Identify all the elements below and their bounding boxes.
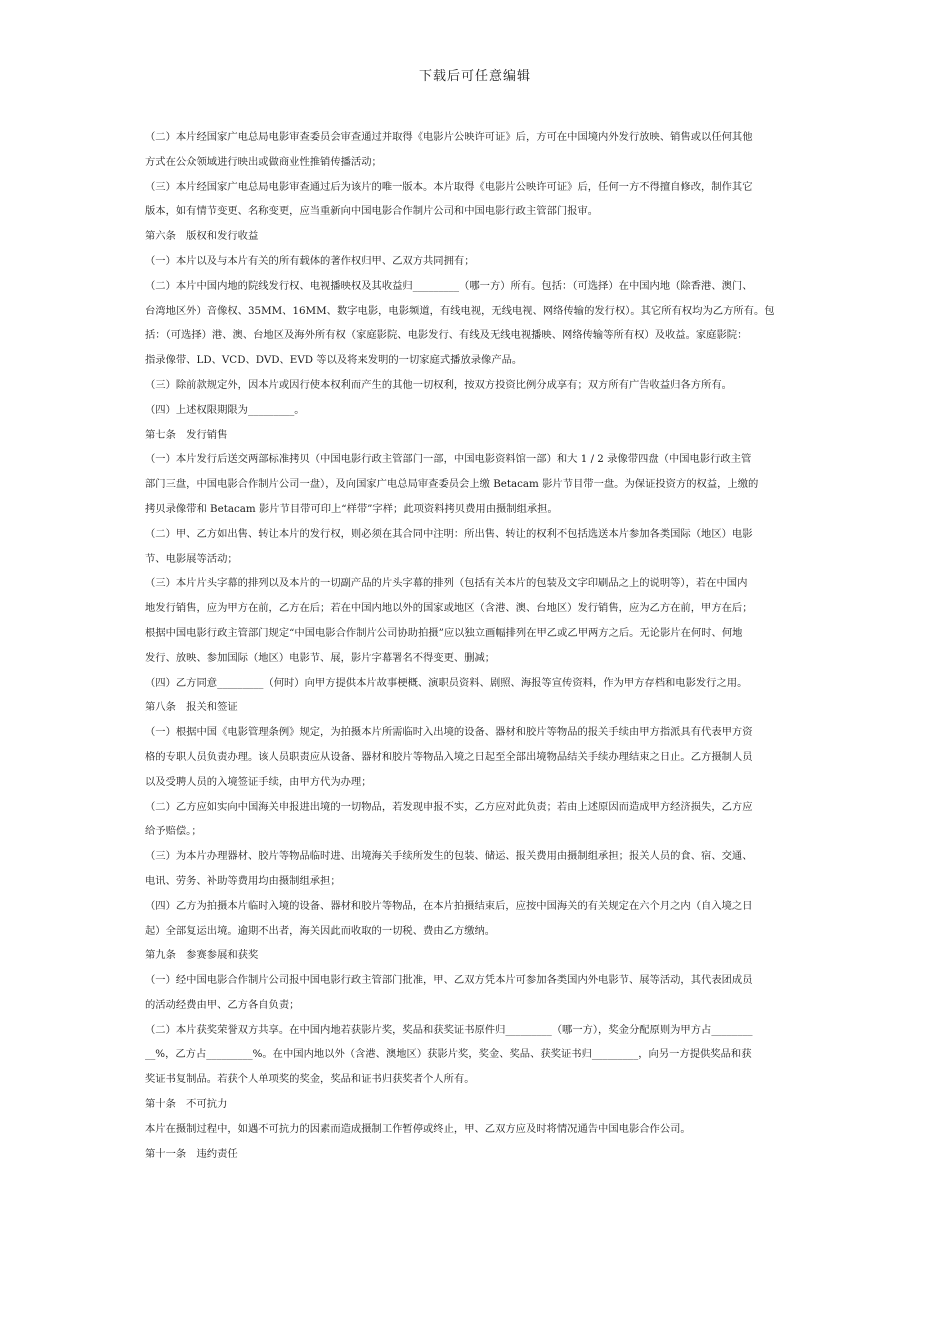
- text-line: 指录像带、LD、VCD、DVD、EVD 等以及将来发明的一切家庭式播放录像产品。: [145, 354, 523, 367]
- text-line: 电讯、劳务、补助等费用均由摄制组承担；: [145, 874, 341, 887]
- text-line: （四）上述权限期限为_________。: [145, 403, 305, 416]
- paragraph: [145, 671, 805, 696]
- text-line: （三）为本片办理器材、胶片等物品临时进、出境海关手续所发生的包装、储运、报关费用由摄制组承担；报关人员的食、宿、交通、: [145, 850, 753, 863]
- section-heading: [145, 1142, 805, 1167]
- page-header: 下载后可任意编辑: [418, 69, 531, 84]
- paragraph: [145, 522, 805, 572]
- text-line: （四）乙方为拍摄本片临时入境的设备、器材和胶片等物品，在本片拍摄结束后，应按中国海关的有关规定在六个月之内（自入境之日: [145, 899, 753, 912]
- text-line: 括：（可选择）港、澳、台地区及海外所有权（家庭影院、电影发行、有线及无线电视播映、网络传输等所有权）及收益。家庭影院：: [145, 329, 748, 342]
- text-line: 根据中国电影行政主管部门规定“中国电影合作制片公司协助拍摄”应以独立画幅排列在甲乙或乙甲两方之后。无论影片在何时、何地: [145, 626, 743, 639]
- text-line: 节、电影展等活动；: [145, 552, 238, 565]
- text-line: 第七条 发行销售: [145, 428, 228, 441]
- paragraph: [145, 175, 805, 225]
- paragraph: [145, 125, 805, 175]
- text-line: 给予赔偿。；: [145, 825, 202, 838]
- text-line: 拷贝录像带和 Betacam 影片节目带可印上“样带”字样；此项资料拷贝费用由摄制组承担。: [145, 502, 558, 515]
- section-heading: [145, 1092, 805, 1117]
- section-heading: [145, 423, 805, 448]
- text-line: 奖证书复制品。若获个人单项奖的奖金，奖品和证书归获奖者个人所有。: [145, 1073, 475, 1086]
- text-line: 第十条 不可抗力: [145, 1098, 228, 1111]
- section-heading: [145, 224, 805, 249]
- text-line: （三）本片经国家广电总局电影审查通过后为该片的唯一版本。本片取得《电影片公映许可证》后，任何一方不得擅自修改，制作其它: [145, 180, 753, 193]
- text-line: 方式在公众领域进行映出或做商业性推销传播活动；: [145, 155, 382, 168]
- paragraph: [145, 249, 805, 274]
- text-line: （二）本片获奖荣誉双方共享。在中国内地若获影片奖，奖品和获奖证书原件归_________（哪一方），奖金分配原则为甲方占________: [145, 1023, 753, 1036]
- document-body: [145, 125, 805, 1166]
- text-line: 第八条 报关和签证: [145, 701, 238, 714]
- paragraph: [145, 1117, 805, 1142]
- paragraph: [145, 447, 805, 521]
- paragraph: [145, 894, 805, 944]
- paragraph: [145, 274, 805, 373]
- text-line: （三）除前款规定外，因本片或因行使本权利而产生的其他一切权利，按双方投资比例分成享有；双方所有广告收益归各方所有。: [145, 378, 732, 391]
- paragraph: [145, 968, 805, 1018]
- text-line: 本片在摄制过程中，如遇不可抗力的因素而造成摄制工作暂停或终止，甲、乙双方应及时将情况通告中国电影合作公司。: [145, 1122, 691, 1135]
- text-line: （二）甲、乙方如出售、转让本片的发行权，则必须在其合同中注明：所出售、转让的权利不包括选送本片参加各类国际（地区）电影: [145, 527, 753, 540]
- paragraph: [145, 795, 805, 845]
- text-line: （一）根据中国《电影管理条例》规定，为拍摄本片所需临时入出境的设备、器材和胶片等物品的报关手续由甲方指派具有代表甲方资: [145, 726, 753, 739]
- text-line: （一）经中国电影合作制片公司报中国电影行政主管部门批准，甲、乙双方凭本片可参加各类国内外电影节、展等活动，其代表团成员: [145, 974, 753, 987]
- text-line: （一）本片发行后送交两部标准拷贝（中国电影行政主管部门一部，中国电影资料馆一部）和大 1 / 2 录像带四盘（中国电影行政主管: [145, 453, 752, 466]
- text-line: 地发行销售，应为甲方在前，乙方在后；若在中国内地以外的国家或地区（含港、澳、台地区）发行销售，应为乙方在前，甲方在后；: [145, 602, 753, 615]
- text-line: 以及受聘人员的入境签证手续，由甲方代为办理；: [145, 775, 372, 788]
- paragraph: [145, 844, 805, 894]
- paragraph: [145, 373, 805, 398]
- text-line: （三）本片片头字幕的排列以及本片的一切副产品的片头字幕的排列（包括有关本片的包装及文字印刷品之上的说明等），若在中国内: [145, 577, 748, 590]
- paragraph: [145, 1018, 805, 1092]
- text-line: __%，乙方占_________%。在中国内地以外（含港、澳地区）获影片奖，奖金、奖品、获奖证书归_________，向另一方提供奖品和获: [145, 1048, 752, 1061]
- section-heading: [145, 943, 805, 968]
- paragraph: [145, 720, 805, 794]
- text-line: 版本，如有情节变更、名称变更，应当重新向中国电影合作制片公司和中国电影行政主管部门报审。: [145, 205, 599, 218]
- text-line: （二）本片中国内地的院线发行权、电视播映权及其收益归_________（哪一方）所有。包括：（可选择）在中国内地（除香港、澳门、: [145, 279, 753, 292]
- paragraph: [145, 571, 805, 670]
- text-line: 第十一条 违约责任: [145, 1147, 238, 1160]
- text-line: （一）本片以及与本片有关的所有载体的著作权归甲、乙双方共同拥有；: [145, 254, 475, 267]
- text-line: （四）乙方同意_________（何时）向甲方提供本片故事梗概、演职员资料、剧照、海报等宣传资料，作为甲方存档和电影发行之用。: [145, 676, 748, 689]
- paragraph: [145, 398, 805, 423]
- text-line: 发行、放映、参加国际（地区）电影节、展，影片字幕署名不得变更、删减；: [145, 651, 496, 664]
- text-line: 格的专职人员负责办理。该人员职责应从设备、器材和胶片等物品入境之日起至全部出境物品结关手续办理结束之日止。乙方摄制人员: [145, 750, 753, 763]
- text-line: 台湾地区外）音像权、35MM、16MM、数字电影，电影频道，有线电视，无线电视、网络传输的发行权）。其它所有权均为乙方所有。包: [145, 304, 775, 317]
- text-line: 第六条 版权和发行收益: [145, 230, 259, 243]
- text-line: 的活动经费由甲、乙方各自负责；: [145, 998, 300, 1011]
- text-line: （二）乙方应如实向中国海关申报进出境的一切物品，若发现申报不实，乙方应对此负责；若由上述原因而造成甲方经济损失，乙方应: [145, 800, 753, 813]
- text-line: （二）本片经国家广电总局电影审查委员会审查通过并取得《电影片公映许可证》后，方可在中国境内外发行放映、销售或以任何其他: [145, 131, 753, 143]
- section-heading: [145, 695, 805, 720]
- text-line: 部门三盘，中国电影合作制片公司一盘），及向国家广电总局审查委员会上缴 Betacam 影片节目带一盘。为保证投资方的权益，上缴的: [145, 478, 759, 491]
- text-line: 起）全部复运出境。逾期不出者，海关因此而收取的一切税、费由乙方缴纳。: [145, 924, 496, 937]
- text-line: 第九条 参赛参展和获奖: [145, 949, 259, 962]
